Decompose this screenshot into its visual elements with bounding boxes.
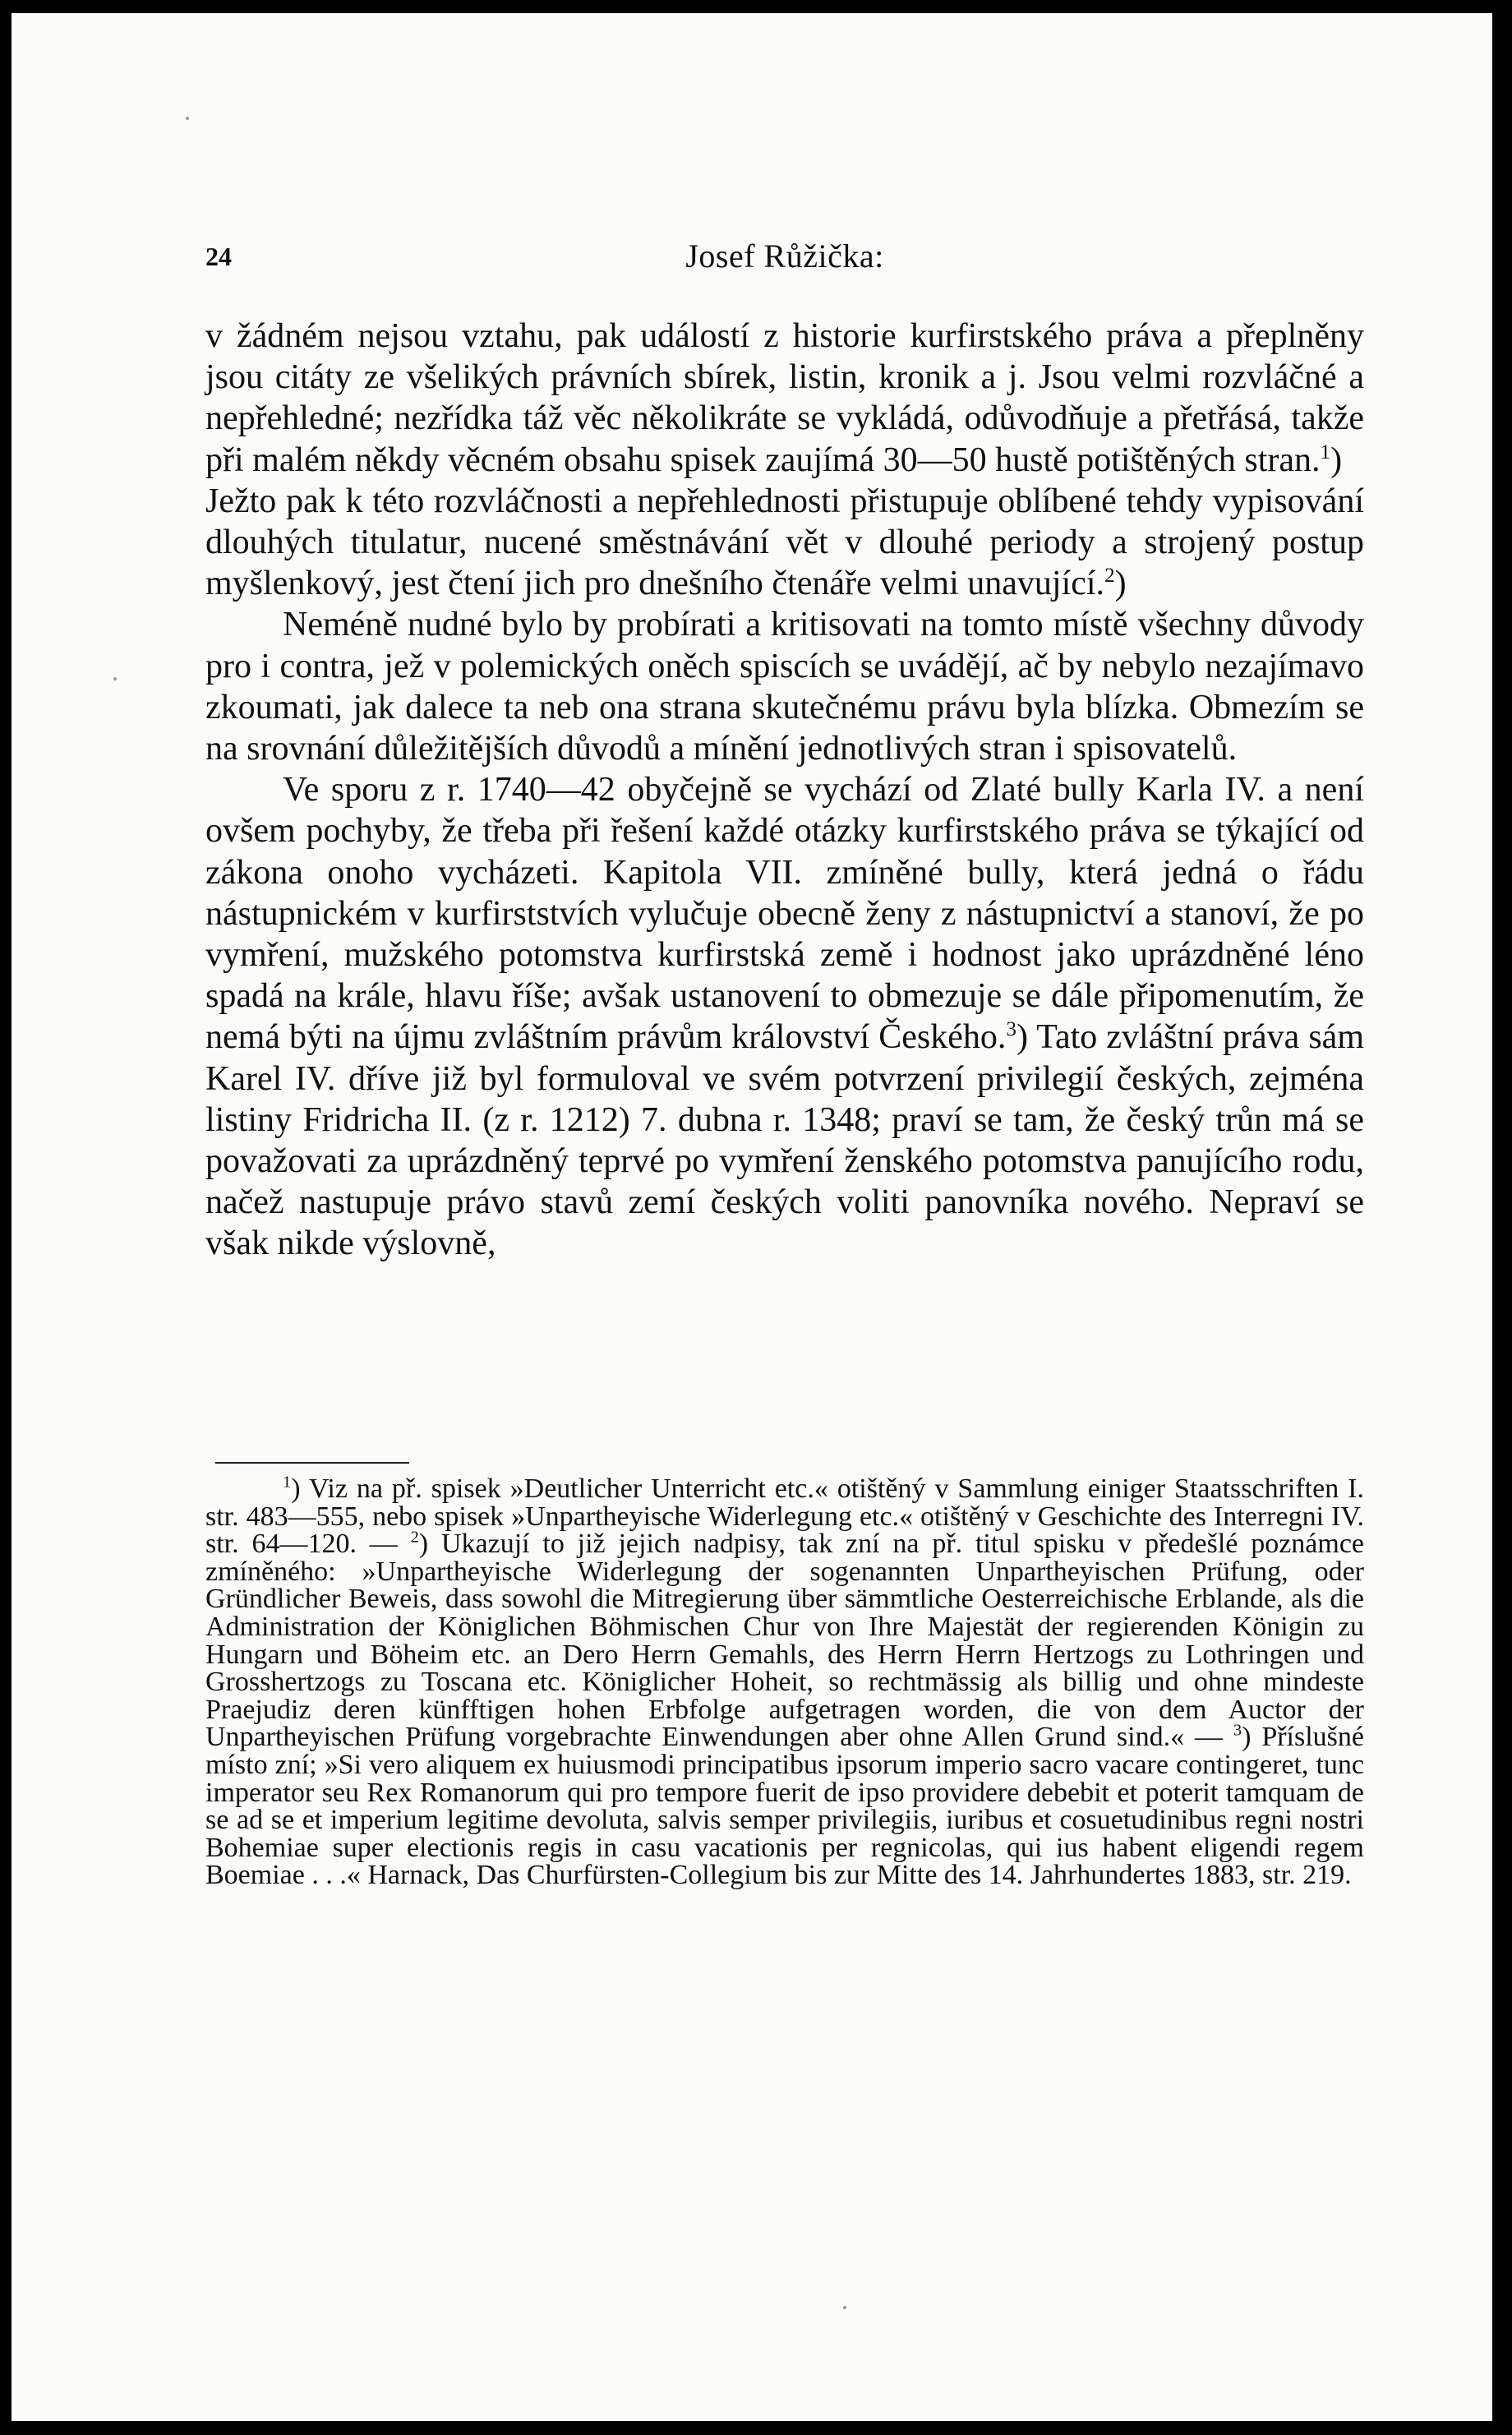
footnote-text: Viz na př. spisek »Deutlicher Unterricht etc.« otištěný v Sammlung einiger Staatsschriften I. str. 483—555, nebo spisek »Unpartheyische Widerlegung etc.« otištěný v Geschichte des Interregni IV. str. 64—120. — xyxy=(205,1473,1364,1560)
paragraph: Ježto pak k této rozvláčnosti a nepřehlednosti přistupuje oblíbené tehdy vypisování dlouhých titulatur, nucené směstnávání vět v dlouhé periody a strojený postup myšlenkový, jest čtení jich pro dnešního čtenáře velmi unavující.$^2$) xyxy=(205,482,1364,603)
paragraph-text: Ve sporu z r. 1740—42 obyčejně se vychází od Zlaté bully Karla IV. a není ovšem pochyby, že třeba při řešení každé otázky kurfirstského práva se týkající od zákona onoho vycházeti. Kapitola VII. zmíněné bully, která jedná o řádu nástupnickém v kurfirststvích vylučuje obecně ženy z nástupnictví a stanoví, že po vymření, mužského potomstva kurfirstská země i hodnost jako uprázdněné léno spadá na krále, hlavu říše; avšak ustanovení to obmezuje se dále připomenutím, že nemá býti na újmu zvláštním právům království Českého. xyxy=(205,771,1364,1057)
speck-mark xyxy=(113,677,117,680)
paragraph xyxy=(205,604,1364,769)
paragraph: v žádném nejsou vztahu, pak událostí z historie kurfirstského práva a přeplněny jsou citáty ze všelikých právních sbírek, listin, kronik a j. Jsou velmi rozvláčné a nepřehledné; nezřídka táž věc několikráte se vykládá, odůvodňuje a přetřásá, takže při malém někdy věcném obsahu spisek zaujímá 30—50 hustě potištěných stran.$^1$) xyxy=(205,317,1364,479)
paragraph-text: Neméně nudné bylo by probírati a kritisovati na tomto místě všechny důvody pro i contra, jež v polemických oněch spiscích se uvádějí, ač by nebylo nezajímavo zkoumati, jak dalece ta neb ona strana skutečnému právu byla blízka. Obmezím se na srovnání důležitějších důvodů a mínění jednotlivých stran i spisovatelů. xyxy=(205,606,1364,768)
footnote-number: 1 xyxy=(283,1473,292,1492)
paragraph-text: Tato zvláštní práva sám Karel IV. dříve již byl formuloval ve svém potvrzení privilegií českých, zejména listiny Fridricha II. (z r. 1212) 7. dubna r. 1348; praví se tam, že český trůn má se považovati za uprázdněný teprvé po vymření ženského potomstva panujícího rodu, načež nastupuje právo stavů zemí českých voliti panovníka nového. Nepraví se však nikde výslovně, xyxy=(205,1018,1364,1263)
footnote-text: Příslušné místo zní; »Si vero aliquem ex huiusmodi principatibus ipsorum imperio sacro vacare contingeret, tunc imperator seu Rex Romanorum qui pro tempore fuerit de ipso providere debebit et poterit tamquam de se ad se et imperium legitime devoluta, salvis semper privilegiis, iuribus et cosuetudinibus regni nostri Bohemiae super electionis regis in casu vacationis per regnicolas, qui ius habent eligendi regem Boemiae . . .« Harnack, Das Churfürsten-Collegium bis zur Mitte des 14. Jahrhundertes 1883, str. 219. xyxy=(205,1722,1364,1891)
footnote-ref: 2 xyxy=(1104,565,1115,588)
running-title: Josef Růžička: xyxy=(685,238,884,274)
paragraph: Ve sporu z r. 1740—42 obyčejně se vychází od Zlaté bully Karla IV. a není ovšem pochyby, že třeba při řešení každé otázky kurfirstského práva se týkající od zákona onoho vycházeti. Kapitola VII. zmíněné bully, která jedná o řádu nástupnickém v kurfirststvích vylučuje obecně ženy z nástupnictví a stanoví, že po vymření, mužského potomstva kurfirstská země i hodnost jako uprázdněné léno spadá na krále, hlavu říše; avšak ustanovení to obmezuje se dále připomenutím, že nemá býti na újmu zvláštním právům království Českého.$^3$) Tato zvláštní práva sám Karel IV. dříve již byl formuloval ve svém potvrzení privilegií českých, zejména listiny Fridricha II. (z r. 1212) 7. dubna r. 1348; praví se tam, že český trůn má se považovati za uprázdněný teprvé po vymření ženského potomstva panujícího rodu, načež nastupuje právo stavů zemí českých voliti panovníka nového. Nepraví se však nikde výslovně, xyxy=(205,771,1364,1263)
paragraph-text: Ježto pak k této rozvláčnosti a nepřehlednosti přistupuje oblíbené tehdy vypisování dlouhých titulatur, nucené směstnávání vět v dlouhé periody a strojený postup myšlenkový, jest čtení jich pro dnešního čtenáře velmi unavující. xyxy=(205,482,1364,603)
paragraph-text: v žádném nejsou vztahu, pak událostí z historie kurfirstského práva a přeplněny jsou citáty ze všelikých právních sbírek, listin, kronik a j. Jsou velmi rozvláčné a nepřehledné; nezřídka táž věc několikráte se vykládá, odůvodňuje a přetřásá, takže při malém někdy věcném obsahu spisek zaujímá 30—50 hustě potištěných stran. xyxy=(205,317,1364,479)
speck-mark xyxy=(186,117,189,120)
speck-mark xyxy=(843,2306,846,2309)
footnotes xyxy=(205,1475,1364,1889)
footnote-divider xyxy=(215,1462,409,1464)
footnote-number: 3 xyxy=(1233,1722,1242,1741)
footnote-text: Ukazují to již jejich nadpisy, tak zní na př. titul spisku v předešlé poznámce zmíněného: »Unpartheyische Widerlegung der sogenannten Unpartheyischen Prüfung, oder Gründlicher Beweis, dass sowohl die Mitregierung über sämmtliche Oesterreichische Erblande, als die Administration der Königlichen Böhmischen Chur von Ihre Majestät der regierenden Königin zu Hungarn und Böheim etc. an Dero Herrn Gemahls, des Herrn Herrn Hertzogs zu Lothringen und Grosshertzogs zu Toscana etc. Königlicher Hoheit, so rechtmässig als billig und ohne mindeste Praejudiz deren künfftigen hohen Erbfolge aufgetragen worden, die von dem Auctor der Unpartheyischen Prüfung vorgebrachte Einwendungen aber ohne Allen Grund sind.« — xyxy=(205,1529,1365,1753)
footnote: $^1$) Viz na př. spisek »Deutlicher Unterricht etc.« otištěný v Sammlung einiger Staatsschriften I. str. 483—555, nebo spisek »Unpartheyische Widerlegung etc.« otištěný v Geschichte des Interregni IV. str. 64—120. — $^2$) Ukazují to již jejich nadpisy, tak zní na př. titul spisku v předešlé poznámce zmíněného: »Unpartheyische Widerlegung der sogenannten Unpartheyischen Prüfung, oder Gründlicher Beweis, dass sowohl die Mitregierung über sämmtliche Oesterreichische Erblande, als die Administration der Königlichen Böhmischen Chur von Ihre Majestät der regierenden Königin zu Hungarn und Böheim etc. an Dero Herrn Gemahls, des Herrn Herrn Hertzogs zu Lothringen und Grosshertzogs zu Toscana etc. Königlicher Hoheit, so rechtmässig als billig und ohne mindeste Praejudiz deren künfftigen hohen Erbfolge aufgetragen worden, die von dem Auctor der Unpartheyischen Prüfung vorgebrachte Einwendungen aber ohne Allen Grund sind.« — $^3$) Příslušné místo zní; »Si vero aliquem ex huiusmodi principatibus ipsorum imperio sacro vacare contingeret, tunc imperator seu Rex Romanorum qui pro tempore fuerit de ipso providere debebit et poterit tamquam de se ad se et imperium legitime devoluta, salvis semper privilegiis, iuribus et cosuetudinibus regni nostri Bohemiae super electionis regis in casu vacationis per regnicolas, qui ius habent eligendi regem Boemiae . . .« Harnack, Das Churfürsten-Collegium bis zur Mitte des 14. Jahrhundertes 1883, str. 219. xyxy=(205,1473,1365,1891)
running-header xyxy=(205,230,1364,279)
footnote-ref: 3 xyxy=(1006,1018,1016,1041)
page-number: 24 xyxy=(205,242,232,271)
footnote-number: 2 xyxy=(410,1528,419,1547)
footnote-ref: 1 xyxy=(1320,440,1331,463)
body-text xyxy=(205,316,1364,1265)
